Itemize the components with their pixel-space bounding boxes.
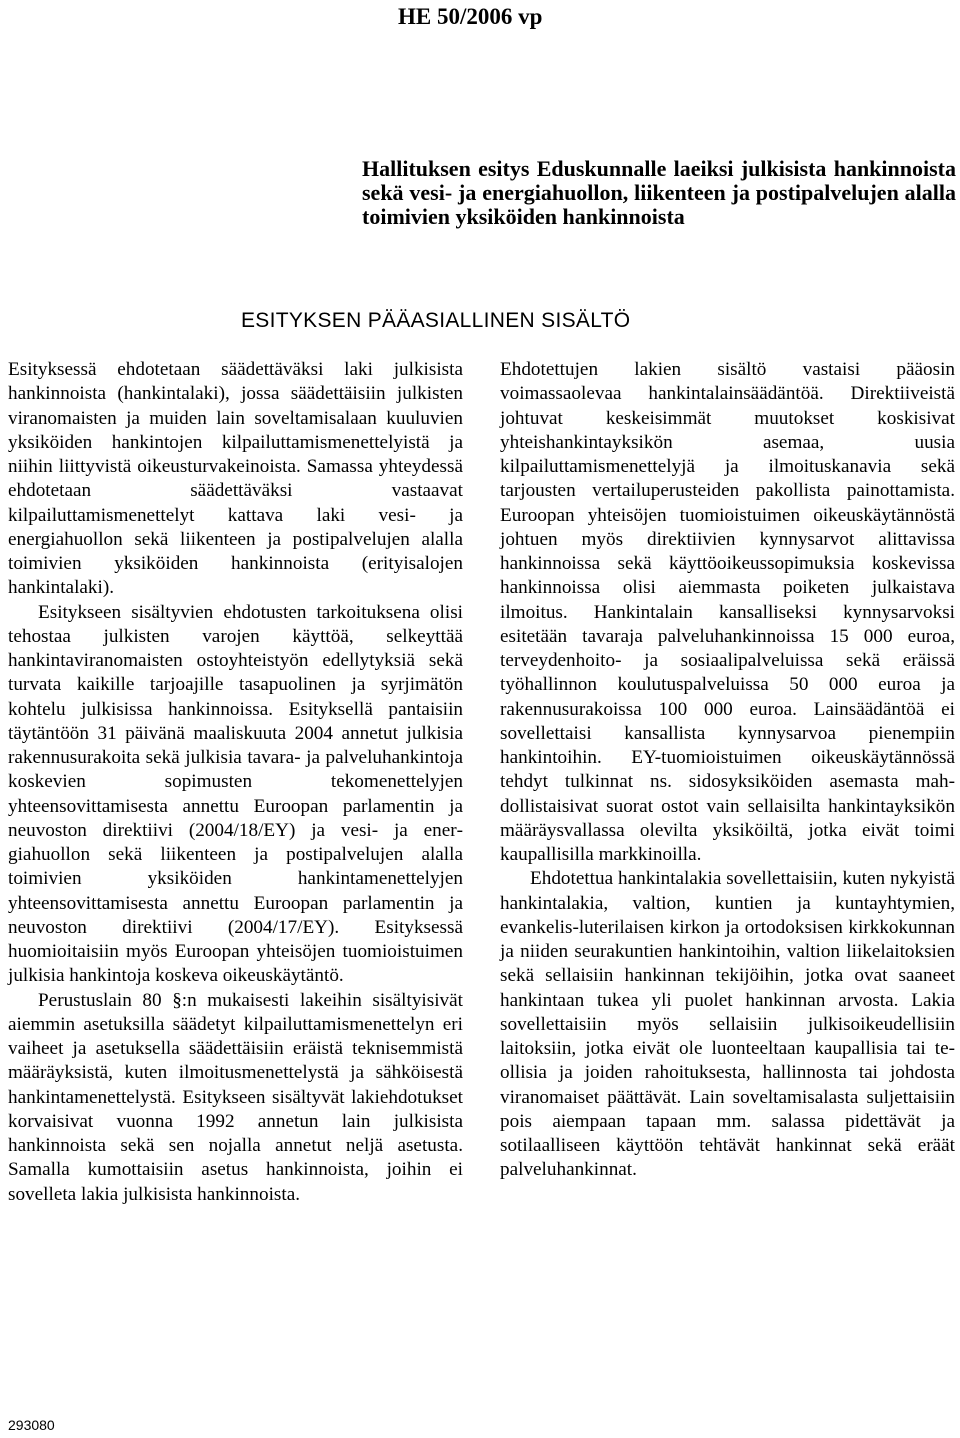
right-paragraph-2: Ehdotettua hankintalakia sovellettaisiin, kuten nykyistä hankintalakia, valtion, kuntien ja kuntayhtymien, evankelis-luterilaisen kirkon ja ortodoksisen kirkkokunnan ja niiden seurakuntien hankintoihin, valtion liikelaitoksien sekä sellaisiin hankinnan tekijöihin, jotka ovat saaneet hankintaan tukea yli puolet hankinnan arvosta. Lakia sovellettaisiin myös sellaisiin julkisoikeudellisiin laitoksiin, jotka eivät ole luonteeltaan kaupallisia tai teollisia ja joiden rahoituksesta, hallinnosta tai johdosta viranomaiset päättävät. Lain soveltamisalasta suljettaisiin pois aiempaan tapaan mm. salassa pidettävät ja sotilaalliseen käyttöön tehtävät hankinnat sekä eräät palveluhankinnat.	[500, 868, 955, 1181]
left-column	[8, 358, 463, 1207]
section-heading: ESITYKSEN PÄÄASIALLINEN SISÄLTÖ	[241, 309, 631, 332]
right-paragraph-1: Ehdotettujen lakien sisältö vastaisi pääosin voimassaolevaa hankintalainsäädäntöä. Direktiiveistä johtuvat keskeisimmät muutokset koskisivat yhteishankintayksikön asemaa, uusia kilpailuttamismenettelyjä ja ilmoituskanavia sekä tarjousten vertailuperusteiden pakollista painottamista. Euroopan yhteisöjen tuomioistuimen oikeuskäytännöstä johtuen myös direktiivien kynnysarvot alittavissa hankinnoissa sekä käyttöoikeussopimuksia koskevissa hankinnoissa olisi aiemmasta poiketen julkaistava ilmoitus. Hankintalain kansalliseksi kynnysarvoksi esitetään tavaraja palveluhankinnoissa 15 000 euroa, terveydenhoito- ja sosiaalipalveluissa sekä eräissä työhallinnon koulutuspalveluissa 50 000 euroa ja rakennusurakoissa 100 000 euroa. Lainsäädäntöä ei sovellettaisi kansallista kynnysarvoa pienempiin hankintoihin. EY-tuomioistuimen oikeuskäytännössä tehdyt tulkinnat ns. sidosyksiköiden asemasta mahdollistaisivat suorat ostot vain sellaisilta hankintayksikön määräysvallassa olevilta yksiköiltä, jotka eivät toimi kaupallisilla markkinoilla.	[500, 359, 955, 865]
right-column	[500, 358, 955, 1183]
left-paragraph-1: Esityksessä ehdotetaan säädettäväksi laki julkisista hankinnoista (hankintalaki), jossa säädettäisiin julkisten viranomaisten ja muiden lain soveltamisalaan kuuluvien yksiköiden hankintojen kilpailuttamismenettelyistä ja niihin liittyvistä oikeusturvakeinoista. Samassa yhteydessä ehdotetaan säädettäväksi vastaavat kilpailuttamismenettelyt kattava laki vesi- ja energiahuollon sekä liikenteen ja postipalvelujen alalla toimivien yksiköiden hankinnoista (erityisalojen hankintalaki).	[8, 359, 463, 599]
left-paragraph-3: Perustuslain 80 §:n mukaisesti lakeihin sisältyisivät aiemmin asetuksilla säädetyt kilpailuttamismenettelyn eri vaiheet ja asetuksella säädettäisiin eräistä teknisemmistä määräyksistä, kuten ilmoitusmenettelystä ja sähköisestä hankintamenettelystä. Esitykseen sisältyvät lakiehdotukset korvaisivat vuonna 1992 annetun lain julkisista hankinnoista sekä sen nojalla annetut neljä asetusta. Samalla kumottaisiin asetus hankinnoista, joihin ei sovelleta lakia julkisista hankinnoista.	[8, 989, 463, 1205]
footer-code: 293080	[8, 1417, 55, 1433]
document-id: HE 50/2006 vp	[398, 4, 543, 29]
left-paragraph-2: Esitykseen sisältyvien ehdotusten tarkoituksena olisi tehostaa julkisten varojen käyttöä, selkeyttää hankintaviranomaisten ostoyhteistyön edellytyksiä sekä turvata kaikille tarjoajille tasapuolinen ja syrjimätön kohtelu julkisissa hankinnoissa. Esityksellä pantaisiin täytäntöön 31 päivänä maaliskuuta 2004 annetut julkisia rakennusurakoita sekä julkisia tavara- ja palveluhankintoja koskevien sopimusten tekomenettelyjen yhteensovittamisesta annettu Euroopan parlamentin ja neuvoston direktiivi (2004/18/EY) ja vesi- ja energiahuollon sekä liikenteen ja postipalvelujen alalla toimivien yksiköiden hankintamenettelyjen yhteensovittamisesta annettu Euroopan parlamentin ja neuvoston direktiivi (2004/17/EY). Esityksessä huomioitaisiin myös Euroopan yhteisöjen tuomioistuimen julkisia hankintoja koskeva oikeuskäytäntö.	[8, 601, 463, 987]
document-title: Hallituksen esitys Eduskunnalle laeiksi julkisista hankinnoista sekä vesi- ja energiahuollon, liikenteen ja postipalvelujen alalla toimivien yksiköiden hankinnoista	[362, 156, 956, 229]
